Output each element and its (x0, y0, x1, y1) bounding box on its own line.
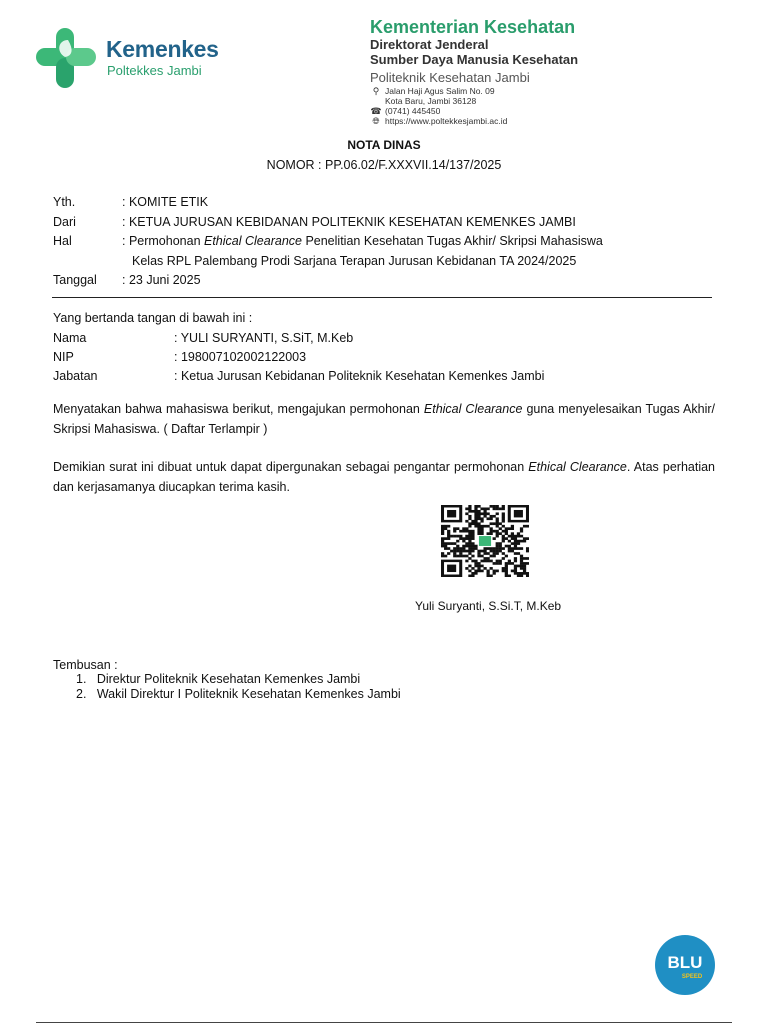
directorate-line-2: Sumber Daya Manusia Kesehatan (370, 52, 579, 67)
subject-label: Hal (53, 234, 72, 248)
location-pin-icon: ⚲ (372, 86, 380, 96)
directorate-line-1: Direktorat Jenderal (370, 37, 489, 52)
footer-line (36, 1022, 732, 1023)
letterhead (370, 17, 578, 126)
p1-text-b: guna menyelesaikan Tugas Akhir/ Skripsi Mahasiswa. ( Daftar Terlampir ) (53, 402, 716, 436)
document-title: NOTA DINAS (347, 138, 421, 152)
position-label: Jabatan (53, 369, 98, 383)
date-value: : 23 Juni 2025 (122, 273, 201, 287)
address-line-1: Jalan Haji Agus Salim No. 09 (385, 86, 495, 96)
signer-name: Yuli Suryanti, S.Si.T, M.Keb (415, 599, 562, 613)
to-label: Yth. (53, 195, 76, 209)
website-row (370, 116, 578, 126)
paragraph-closing (53, 457, 715, 497)
signatory-intro: Yang bertanda tangan di bawah ini : (53, 311, 253, 325)
nip-value: : 198007102002122003 (174, 350, 307, 364)
subject-value (122, 234, 603, 248)
qr-code-icon[interactable] (441, 505, 529, 577)
position-value: : Ketua Jurusan Kebidanan Politeknik Kesehatan Kemenkes Jambi (174, 369, 545, 383)
institution-name: Politeknik Kesehatan Jambi (370, 70, 530, 85)
date-label: Tanggal (53, 273, 97, 287)
p2-italic: Ethical Clearance (528, 460, 627, 474)
phone-number: (0741) 445450 (385, 106, 441, 116)
blu-badge-sub: SPEED (681, 974, 703, 980)
logo-wordmark: Kemenkes (106, 36, 219, 62)
from-value: : KETUA JURUSAN KEBIDANAN POLITEKNIK KESEHATAN KEMENKES JAMBI (122, 215, 576, 229)
document-number: NOMOR : PP.06.02/F.XXXVII.14/137/2025 (266, 158, 502, 172)
subject-line-2: Kelas RPL Palembang Prodi Sarjana Terapan Jurusan Kebidanan TA 2024/2025 (132, 254, 577, 268)
cc-item-1-text: Direktur Politeknik Kesehatan Kemenkes Jambi (96, 672, 361, 686)
subject-rest: Penelitian Kesehatan Tugas Akhir/ Skripsi Mahasiswa (301, 234, 603, 248)
p2-text-a: Demikian surat ini dibuat untuk dapat dipergunakan sebagai pengantar permohonan (53, 460, 529, 474)
cc-item-2: 2. Wakil Direktur I Politeknik Kesehatan Kemenkes Jambi (76, 687, 401, 701)
blu-badge-icon (654, 934, 716, 996)
phone-icon: ☎ (370, 106, 382, 116)
p1-text-a: Menyatakan bahwa mahasiswa berikut, mengajukan permohonan (53, 402, 424, 416)
divider-line (52, 297, 712, 298)
ministry-name: Kementerian Kesehatan (370, 17, 576, 37)
logo-subtitle: Poltekkes Jambi (107, 63, 202, 78)
p2-text-b: . Atas perhatian dan kerjasamanya diucapkan terima kasih. (53, 460, 715, 494)
cc-list (76, 672, 401, 702)
subject-prefix: : Permohonan (122, 234, 204, 248)
phone-row (370, 106, 578, 116)
cc-label: Tembusan : (53, 658, 118, 672)
subject-italic: Ethical Clearance (204, 234, 302, 248)
address-line-2: Kota Baru, Jambi 36128 (385, 96, 477, 106)
p1-italic: Ethical Clearance (423, 402, 523, 416)
name-value: : YULI SURYANTI, S.SiT, M.Keb (174, 331, 354, 345)
blu-badge-text: BLU (667, 953, 703, 972)
name-label: Nama (53, 331, 87, 345)
address-row-2 (370, 96, 578, 106)
paragraph-statement (53, 399, 715, 439)
website-link[interactable]: https://www.poltekkesjambi.ac.id (385, 116, 508, 126)
cc-item-2-text: Wakil Direktur I Politeknik Kesehatan Kemenkes Jambi (96, 687, 401, 701)
address-row (370, 86, 578, 96)
from-label: Dari (53, 215, 76, 229)
globe-icon: 🌐︎ (372, 116, 380, 126)
cc-item-1: 1. Direktur Politeknik Kesehatan Kemenkes Jambi (76, 672, 361, 686)
to-value: : KOMITE ETIK (122, 195, 209, 209)
nip-label: NIP (53, 350, 74, 364)
